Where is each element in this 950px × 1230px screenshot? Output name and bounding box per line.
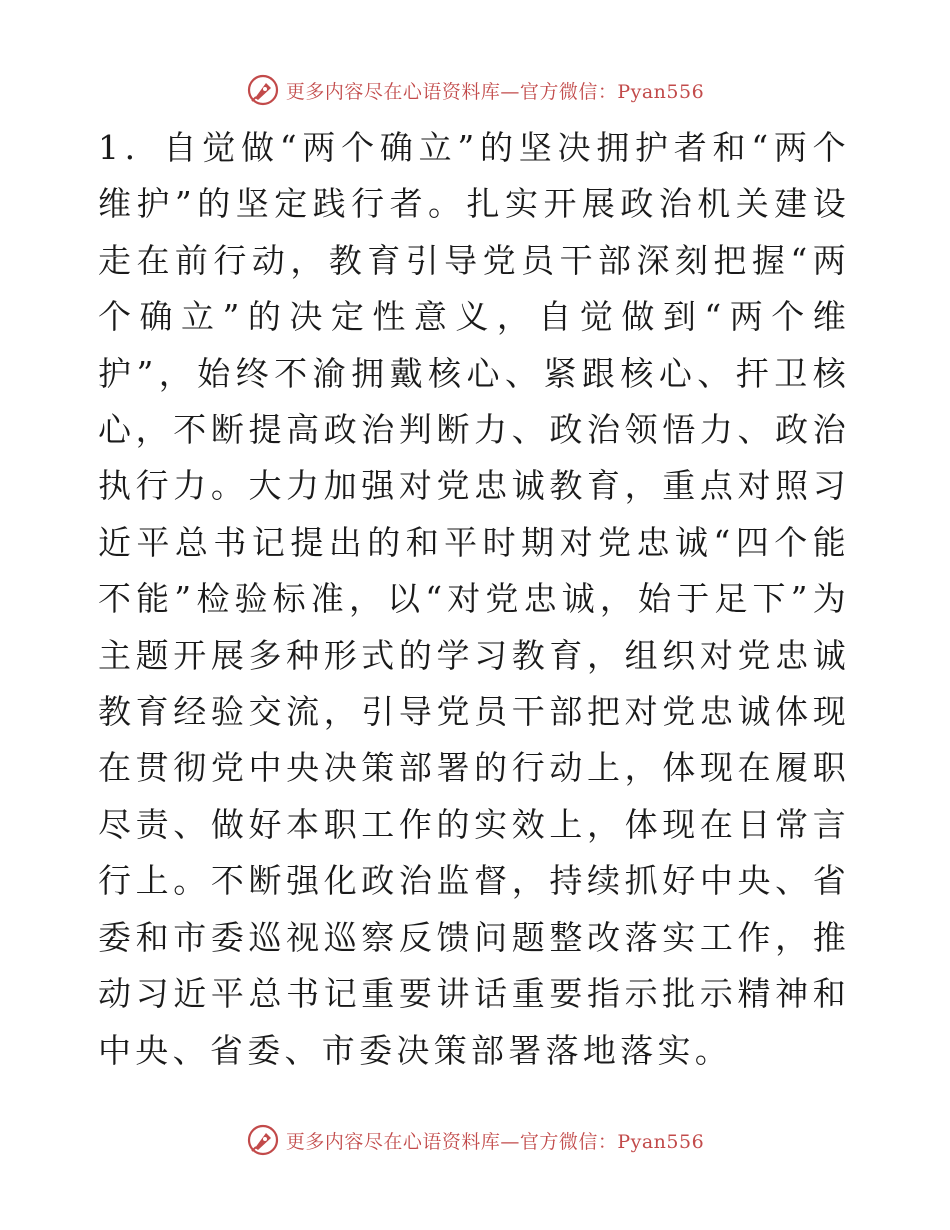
watermark-text: 更多内容尽在心语资料库—官方微信：Pyan556 xyxy=(285,80,705,103)
header-watermark xyxy=(0,70,950,110)
footer-watermark xyxy=(0,1120,950,1160)
body-paragraph: 1．自觉做“两个确立”的坚决拥护者和“两个维护”的坚定践行者。扎实开展政治机关建设走在前行动，教育引导党员干部深刻把握“两个确立”的决定性意义，自觉做到“两个维护”，始终不渝拥戴核心、紧跟核心、扞卫核心，不断提高政治判断力、政治领悟力、政治执行力。大力加强对党忠诚教育，重点对照习近平总书记提出的和平时期对党忠诚“四个能不能”检验标准，以“对党忠诚，始于足下”为主题开展多种形式的学习教育，组织对党忠诚教育经验交流，引导党员干部把对党忠诚体现在贯彻党中央决策部署的行动上，体现在履职尽责、做好本职工作的实效上，体现在日常言行上。不断强化政治监督，持续抓好中央、省委和市委巡视巡察反馈问题整改落实工作，推动习近平总书记重要讲话重要指示批示精神和中央、省委、市委决策部署落地落实。 xyxy=(98,128,850,1070)
document-body xyxy=(98,120,850,1079)
pen-nib-logo-icon xyxy=(246,1123,280,1157)
watermark-text: 更多内容尽在心语资料库—官方微信：Pyan556 xyxy=(285,1130,705,1153)
pen-nib-logo-icon xyxy=(246,73,280,107)
